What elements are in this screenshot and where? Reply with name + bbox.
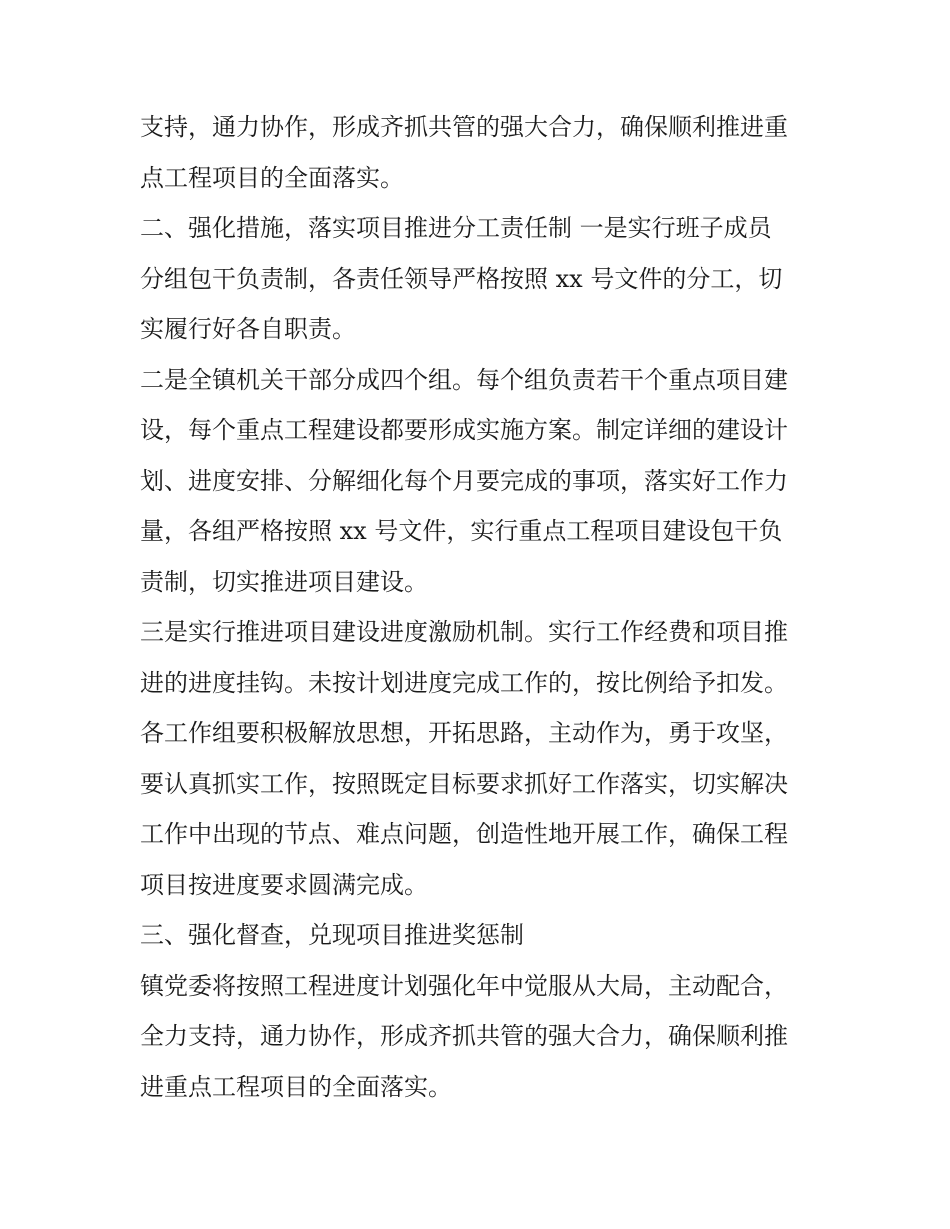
section-heading-3: 三、强化督查，兑现项目推进奖惩制 xyxy=(140,921,524,949)
section-heading-2: 二、强化措施，落实项目推进分工责任制 一是实行班子成员 xyxy=(140,214,772,242)
text-line-13: 各工作组要积极解放思想，开拓思路，主动作为，勇于攻坚， xyxy=(140,719,788,747)
text-line-14: 要认真抓实工作，按照既定目标要求抓好工作落实，切实解决 xyxy=(140,769,788,798)
text-line-4: 分组包干负责制，各责任领导严格按照 xx 号文件的分工，切 xyxy=(140,264,783,293)
text-line-18: 镇党委将按照工程进度计划强化年中觉服从大局，主动配合， xyxy=(140,971,788,1000)
text-line-6: 二是全镇机关干部分成四个组。每个组负责若干个重点项目建 xyxy=(140,365,788,394)
text-line-1: 支持，通力协作，形成齐抓共管的强大合力，确保顺利推进重 xyxy=(140,113,788,141)
document-body xyxy=(140,102,812,1112)
text-line-16: 项目按进度要求圆满完成。 xyxy=(140,870,428,899)
text-line-11: 三是实行推进项目建设进度激励机制。实行工作经费和项目推 xyxy=(140,618,788,646)
text-line-15: 工作中出现的节点、难点问题，创造性地开展工作，确保工程 xyxy=(140,820,788,848)
text-line-5: 实履行好各自职责。 xyxy=(140,315,356,343)
text-line-19: 全力支持，通力协作，形成齐抓共管的强大合力，确保顺利推 xyxy=(140,1022,788,1050)
text-line-10: 责制，切实推进项目建设。 xyxy=(140,567,428,596)
text-line-7: 设，每个重点工程建设都要形成实施方案。制定详细的建设计 xyxy=(140,416,788,444)
text-line-2: 点工程项目的全面落实。 xyxy=(140,163,404,192)
text-line-12: 进的进度挂钩。未按计划进度完成工作的，按比例给予扣发。 xyxy=(140,668,788,697)
text-line-9: 量，各组严格按照 xx 号文件，实行重点工程项目建设包干负 xyxy=(140,517,783,545)
text-line-20: 进重点工程项目的全面落实。 xyxy=(140,1072,452,1101)
text-line-8: 划、进度安排、分解细化每个月要完成的事项，落实好工作力 xyxy=(140,466,788,495)
